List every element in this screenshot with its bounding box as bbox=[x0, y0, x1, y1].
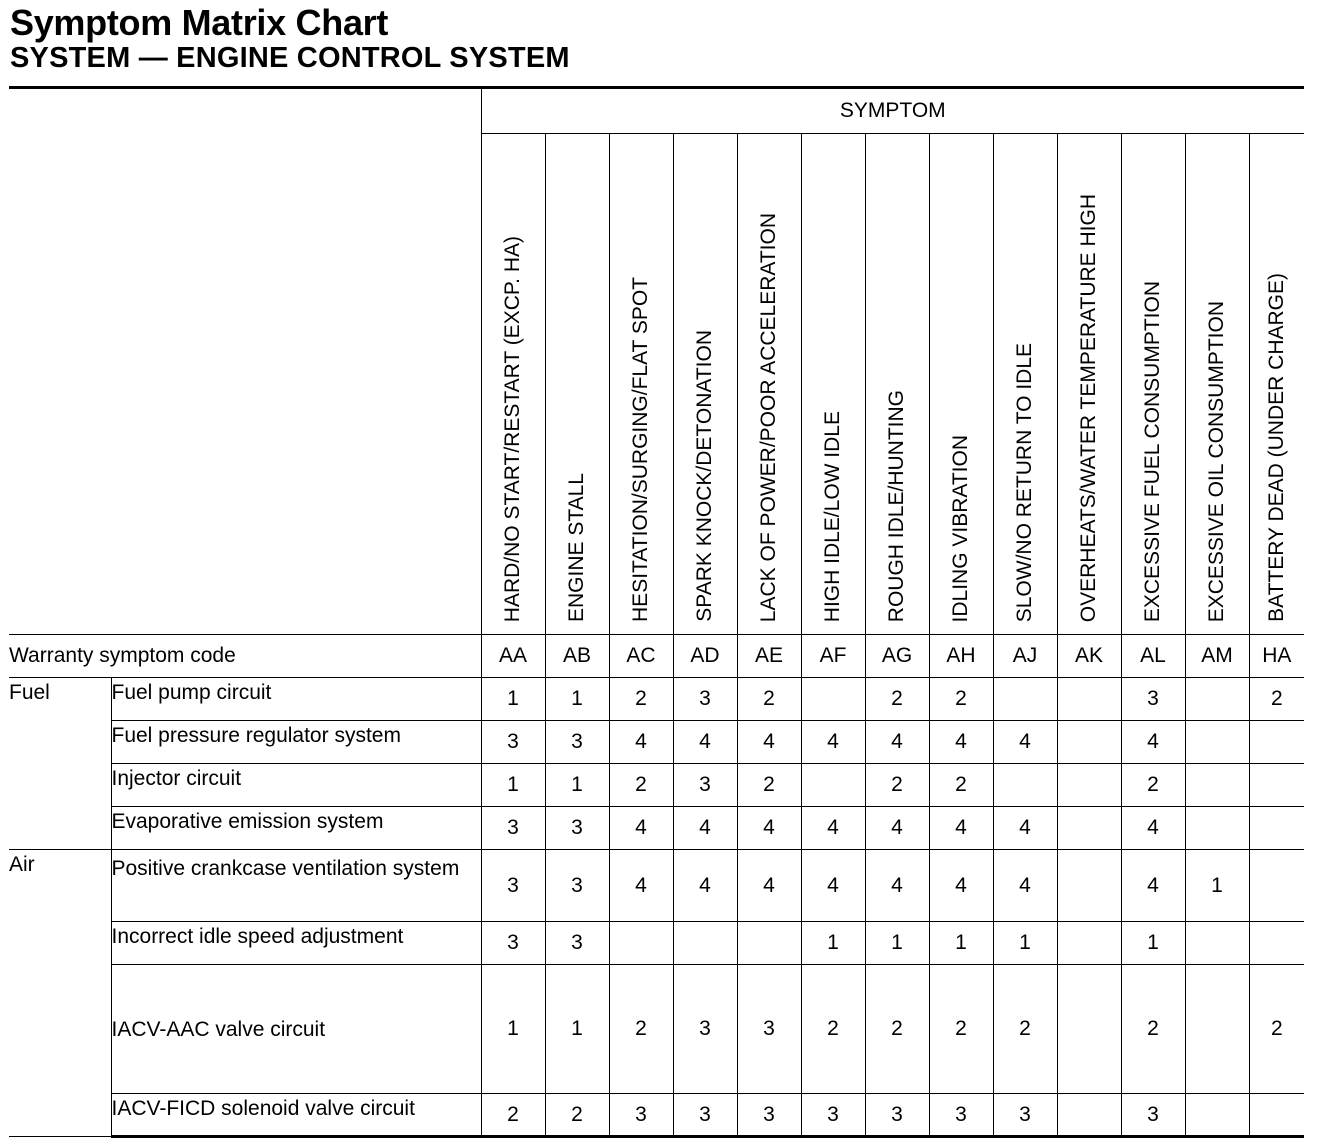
matrix-cell: 3 bbox=[481, 850, 545, 922]
matrix-cell: 4 bbox=[801, 721, 865, 764]
matrix-cell: 3 bbox=[481, 721, 545, 764]
matrix-cell bbox=[1057, 764, 1121, 807]
matrix-cell: 2 bbox=[929, 965, 993, 1094]
matrix-cell: 4 bbox=[929, 721, 993, 764]
matrix-cell: 4 bbox=[737, 807, 801, 850]
matrix-cell: 1 bbox=[993, 922, 1057, 965]
matrix-cell: 3 bbox=[673, 1094, 737, 1137]
matrix-cell bbox=[993, 764, 1057, 807]
matrix-cell: 3 bbox=[545, 721, 609, 764]
matrix-cell bbox=[1185, 721, 1249, 764]
matrix-cell: 4 bbox=[865, 850, 929, 922]
matrix-cell: 3 bbox=[993, 1094, 1057, 1137]
matrix-cell: 2 bbox=[545, 1094, 609, 1137]
matrix-cell: 2 bbox=[481, 1094, 545, 1137]
symptom-header bbox=[1057, 134, 1121, 635]
matrix-cell: 4 bbox=[1121, 807, 1185, 850]
matrix-cell bbox=[1249, 1094, 1304, 1137]
matrix-cell: 1 bbox=[481, 764, 545, 807]
matrix-cell: 1 bbox=[545, 764, 609, 807]
table-row bbox=[9, 764, 1304, 807]
matrix-cell: 3 bbox=[1121, 1094, 1185, 1137]
matrix-cell: 1 bbox=[545, 678, 609, 721]
matrix-cell: 1 bbox=[929, 922, 993, 965]
matrix-cell bbox=[1249, 922, 1304, 965]
matrix-cell: 4 bbox=[1121, 850, 1185, 922]
symptom-header bbox=[1249, 134, 1304, 635]
row-label: Fuel pump circuit bbox=[111, 678, 481, 721]
warranty-code: AM bbox=[1185, 635, 1249, 678]
matrix-cell bbox=[1249, 850, 1304, 922]
matrix-cell bbox=[1185, 678, 1249, 721]
symptom-name: HESITATION/SURGING/FLAT SPOT bbox=[629, 277, 652, 622]
matrix-cell: 4 bbox=[737, 850, 801, 922]
matrix-cell bbox=[609, 922, 673, 965]
matrix-cell: 4 bbox=[737, 721, 801, 764]
matrix-cell: 1 bbox=[545, 965, 609, 1094]
matrix-cell bbox=[993, 678, 1057, 721]
matrix-cell: 2 bbox=[1249, 965, 1304, 1094]
matrix-cell: 3 bbox=[737, 965, 801, 1094]
symptom-header bbox=[1185, 134, 1249, 635]
matrix-cell: 2 bbox=[1121, 764, 1185, 807]
symptom-matrix-table bbox=[9, 86, 1304, 1138]
row-label: Evaporative emission system bbox=[111, 807, 481, 850]
symptom-name: ENGINE STALL bbox=[565, 473, 588, 622]
matrix-cell: 4 bbox=[929, 850, 993, 922]
symptom-name: IDLING VIBRATION bbox=[949, 434, 972, 622]
symptom-name: HARD/NO START/RESTART (EXCP. HA) bbox=[501, 235, 524, 622]
symptom-header bbox=[801, 134, 865, 635]
symptom-header bbox=[865, 134, 929, 635]
warranty-code: AC bbox=[609, 635, 673, 678]
matrix-cell: 3 bbox=[929, 1094, 993, 1137]
matrix-cell: 3 bbox=[673, 678, 737, 721]
matrix-cell: 2 bbox=[737, 764, 801, 807]
matrix-cell: 3 bbox=[481, 922, 545, 965]
row-label: Incorrect idle speed adjustment bbox=[111, 922, 481, 965]
matrix-cell: 3 bbox=[673, 965, 737, 1094]
matrix-cell: 4 bbox=[609, 850, 673, 922]
matrix-cell: 4 bbox=[801, 850, 865, 922]
matrix-cell: 4 bbox=[673, 721, 737, 764]
matrix-cell bbox=[1185, 1094, 1249, 1137]
matrix-cell bbox=[801, 678, 865, 721]
row-label: IACV-AAC valve circuit bbox=[111, 965, 481, 1094]
symptom-name: SLOW/NO RETURN TO IDLE bbox=[1013, 342, 1036, 622]
table-row bbox=[9, 922, 1304, 965]
matrix-cell: 3 bbox=[545, 850, 609, 922]
warranty-code: AB bbox=[545, 635, 609, 678]
matrix-cell: 4 bbox=[993, 807, 1057, 850]
matrix-cell bbox=[1057, 807, 1121, 850]
matrix-cell bbox=[1249, 807, 1304, 850]
symptom-header bbox=[545, 134, 609, 635]
matrix-cell: 2 bbox=[801, 965, 865, 1094]
symptom-name: OVERHEATS/WATER TEMPERATURE HIGH bbox=[1077, 193, 1100, 622]
row-label: Positive crankcase ventilation system bbox=[111, 850, 481, 922]
table-row bbox=[9, 807, 1304, 850]
warranty-code: AD bbox=[673, 635, 737, 678]
symptom-name: EXCESSIVE FUEL CONSUMPTION bbox=[1141, 280, 1164, 622]
matrix-cell: 4 bbox=[673, 807, 737, 850]
matrix-cell: 1 bbox=[801, 922, 865, 965]
matrix-cell: 1 bbox=[1185, 850, 1249, 922]
matrix-cell: 3 bbox=[545, 922, 609, 965]
matrix-cell: 3 bbox=[865, 1094, 929, 1137]
corner-cell bbox=[9, 88, 481, 635]
matrix-cell: 3 bbox=[801, 1094, 865, 1137]
matrix-cell bbox=[737, 922, 801, 965]
matrix-cell: 2 bbox=[929, 764, 993, 807]
warranty-code: AK bbox=[1057, 635, 1121, 678]
matrix-cell: 2 bbox=[929, 678, 993, 721]
table-row bbox=[9, 850, 1304, 922]
symptom-header bbox=[929, 134, 993, 635]
warranty-code: AE bbox=[737, 635, 801, 678]
symptom-header bbox=[481, 134, 545, 635]
page-subtitle: SYSTEM — ENGINE CONTROL SYSTEM bbox=[10, 42, 570, 74]
matrix-cell bbox=[1057, 678, 1121, 721]
warranty-code: AH bbox=[929, 635, 993, 678]
matrix-cell: 3 bbox=[481, 807, 545, 850]
matrix-cell bbox=[1185, 922, 1249, 965]
matrix-cell: 2 bbox=[865, 764, 929, 807]
matrix-cell: 1 bbox=[1121, 922, 1185, 965]
matrix-cell: 3 bbox=[1121, 678, 1185, 721]
matrix-cell: 3 bbox=[673, 764, 737, 807]
symptom-name: ROUGH IDLE/HUNTING bbox=[885, 389, 908, 622]
matrix-cell: 3 bbox=[545, 807, 609, 850]
matrix-cell: 2 bbox=[609, 965, 673, 1094]
warranty-code: AL bbox=[1121, 635, 1185, 678]
matrix-cell bbox=[1057, 1094, 1121, 1137]
matrix-cell: 2 bbox=[865, 678, 929, 721]
matrix-cell bbox=[1057, 922, 1121, 965]
matrix-cell: 3 bbox=[609, 1094, 673, 1137]
matrix-cell: 4 bbox=[865, 807, 929, 850]
matrix-cell bbox=[673, 922, 737, 965]
symptom-header bbox=[737, 134, 801, 635]
warranty-code-label: Warranty symptom code bbox=[9, 635, 481, 678]
symptom-header bbox=[993, 134, 1057, 635]
matrix-cell: 2 bbox=[865, 965, 929, 1094]
table-row bbox=[9, 965, 1304, 1094]
matrix-cell bbox=[1185, 807, 1249, 850]
matrix-cell: 3 bbox=[737, 1094, 801, 1137]
matrix-cell bbox=[1185, 965, 1249, 1094]
group-label-air: Air bbox=[9, 850, 111, 1137]
warranty-code: AF bbox=[801, 635, 865, 678]
matrix-cell: 4 bbox=[609, 807, 673, 850]
group-label-fuel: Fuel bbox=[9, 678, 111, 850]
symptom-name: HIGH IDLE/LOW IDLE bbox=[821, 410, 844, 622]
matrix-cell: 2 bbox=[609, 678, 673, 721]
matrix-cell: 4 bbox=[673, 850, 737, 922]
matrix-cell bbox=[1057, 721, 1121, 764]
symptom-header bbox=[673, 134, 737, 635]
matrix-cell: 4 bbox=[993, 721, 1057, 764]
matrix-cell: 4 bbox=[865, 721, 929, 764]
page-title: Symptom Matrix Chart bbox=[10, 2, 389, 43]
matrix-cell bbox=[1249, 764, 1304, 807]
matrix-cell: 1 bbox=[481, 678, 545, 721]
matrix-cell: 1 bbox=[865, 922, 929, 965]
matrix-cell: 2 bbox=[609, 764, 673, 807]
table-row bbox=[9, 721, 1304, 764]
page-header bbox=[10, 4, 570, 74]
symptom-header bbox=[1121, 134, 1185, 635]
matrix-cell bbox=[1057, 850, 1121, 922]
symptom-heading: SYMPTOM bbox=[481, 88, 1304, 134]
matrix-cell: 4 bbox=[1121, 721, 1185, 764]
matrix-cell: 4 bbox=[609, 721, 673, 764]
table-row bbox=[9, 1094, 1304, 1137]
matrix-cell bbox=[1249, 721, 1304, 764]
symptom-header bbox=[609, 134, 673, 635]
matrix-cell: 4 bbox=[993, 850, 1057, 922]
matrix-cell: 2 bbox=[1121, 965, 1185, 1094]
matrix-cell bbox=[1057, 965, 1121, 1094]
warranty-code: AA bbox=[481, 635, 545, 678]
matrix-cell: 2 bbox=[993, 965, 1057, 1094]
matrix-cell: 4 bbox=[801, 807, 865, 850]
matrix-cell bbox=[1185, 764, 1249, 807]
warranty-code: HA bbox=[1249, 635, 1304, 678]
symptom-name: BATTERY DEAD (UNDER CHARGE) bbox=[1264, 273, 1288, 622]
matrix-cell: 4 bbox=[929, 807, 993, 850]
warranty-code-row bbox=[9, 635, 1304, 678]
symptom-name: SPARK KNOCK/DETONATION bbox=[693, 330, 716, 622]
warranty-code: AJ bbox=[993, 635, 1057, 678]
matrix-cell: 1 bbox=[481, 965, 545, 1094]
matrix-cell: 2 bbox=[1249, 678, 1304, 721]
row-label: IACV-FICD solenoid valve circuit bbox=[111, 1094, 481, 1137]
row-label: Fuel pressure regulator system bbox=[111, 721, 481, 764]
table-row bbox=[9, 678, 1304, 721]
symptom-name: EXCESSIVE OIL CONSUMPTION bbox=[1205, 300, 1228, 622]
symptom-name: LACK OF POWER/POOR ACCELERATION bbox=[757, 212, 780, 622]
row-label: Injector circuit bbox=[111, 764, 481, 807]
matrix-cell: 2 bbox=[737, 678, 801, 721]
matrix-cell bbox=[801, 764, 865, 807]
warranty-code: AG bbox=[865, 635, 929, 678]
